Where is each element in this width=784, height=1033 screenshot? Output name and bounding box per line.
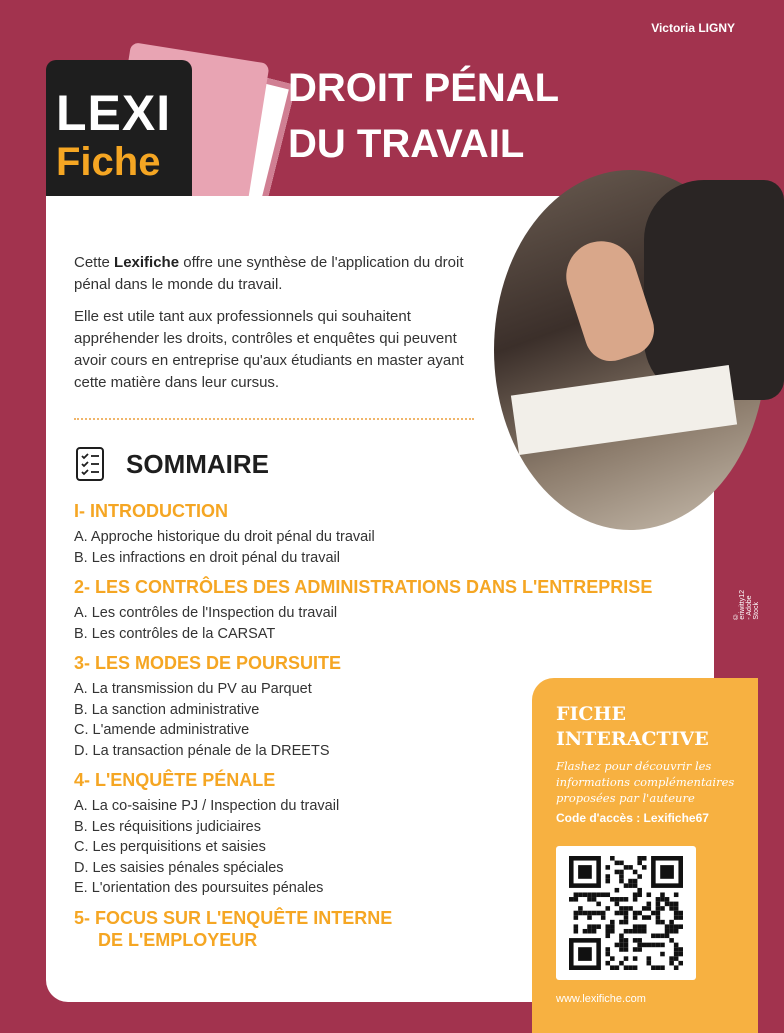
toc-item: D. La transaction pénale de la DREETS [74,742,330,759]
toc-section-title: 3- LES MODES DE POURSUITE [74,653,342,673]
toc-item: A. La co-saisine PJ / Inspection du travail [74,798,340,814]
lexifiche-logo [44,40,264,220]
toc-section-title: 4- L'ENQUÊTE PÉNALE [74,770,276,790]
dotted-divider [74,418,474,420]
photo-credit: © eriwitty12 - Adobe Stock [732,589,760,620]
toc-item: C. Les perquisitions et saisies [74,839,266,855]
intro-paragraph-2: Elle est utile tant aux professionnels qui souhaitent appréhender les droits, contrôles et enquêtes qui peuvent avoir cours en entreprise qu'aux étudiants en master ayant cette matière dans leur cursus. [74,308,464,391]
photo-paper [511,365,737,455]
fiche-title [556,702,709,752]
fiche-title-line2: INTERACTIVE [556,728,709,750]
toc-item: B. Les contrôles de la CARSAT [74,625,276,642]
toc-item: B. Les infractions en droit pénal du travail [74,549,340,566]
logo-lexi-text: LEXI [56,85,172,141]
toc-section [74,500,714,568]
sommaire-header [74,446,269,482]
toc-item: A. Les contrôles de l'Inspection du travail [74,605,338,621]
toc-section [74,576,714,644]
fiche-title-line1: FICHE [556,703,626,725]
toc-item: C. L'amende administrative [74,722,250,738]
book-title [288,60,559,172]
author-name: Victoria LIGNY [651,21,735,35]
access-code: Code d'accès : Lexifiche67 [556,811,709,825]
toc-item: A. La transmission du PV au Parquet [74,681,312,697]
cover-photo [494,170,766,620]
fiche-interactive-box [532,678,758,1033]
qr-code-icon [569,856,683,970]
book-title-line2: DU TRAVAIL [288,122,525,166]
fiche-description: Flashez pour découvrir les informations complémentaires proposées par l'auteure [556,759,735,805]
intro-paragraph-1: Cette Lexifiche offre une synthèse de l'application du droit pénal dans le monde du travail. [74,254,464,293]
intro-text [74,252,474,404]
toc-item: D. Les saisies pénales spéciales [74,859,284,876]
qr-code[interactable] [556,846,696,980]
website-link[interactable]: www.lexifiche.com [556,993,646,1005]
toc-item: B. Les réquisitions judiciaires [74,818,261,835]
toc-section-title-line1: 5- FOCUS SUR L'ENQUÊTE INTERNE [74,907,393,928]
toc-section-title-line2: DE L'EMPLOYEUR [98,929,258,950]
toc-item: E. L'orientation des poursuites pénales [74,880,324,896]
toc-item: A. Approche historique du droit pénal du travail [74,529,375,545]
sommaire-title: SOMMAIRE [126,448,269,479]
toc-item: B. La sanction administrative [74,701,260,718]
checklist-icon [74,446,106,482]
toc-section-title: 2- LES CONTRÔLES DES ADMINISTRATIONS DANS L'ENTREPRISE [74,577,653,597]
toc-section-title: I- INTRODUCTION [74,501,228,521]
logo-fiche-text: Fiche [56,140,161,184]
book-title-line1: DROIT PÉNAL [288,66,560,110]
